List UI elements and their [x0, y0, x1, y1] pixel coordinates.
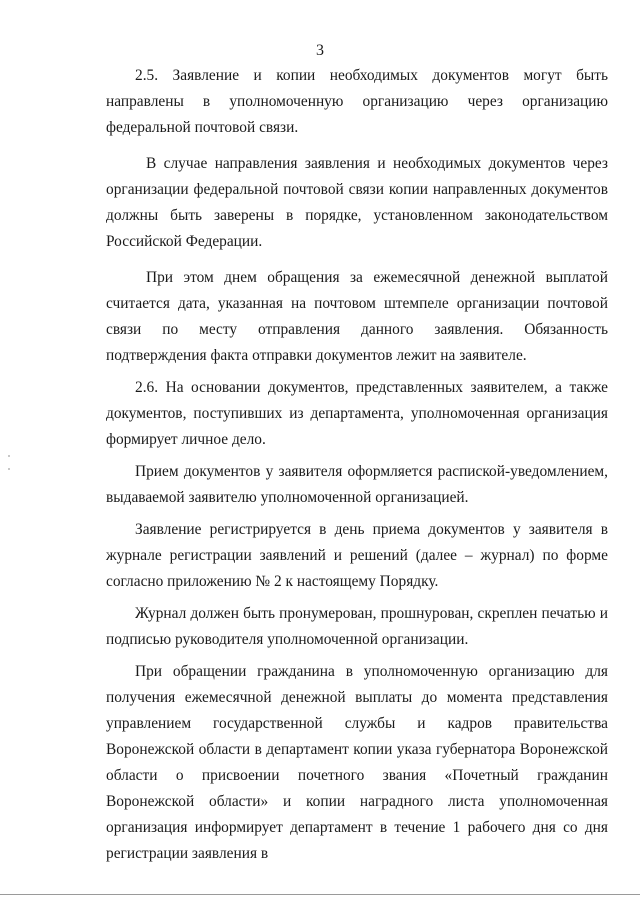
paragraph-date-of-application: При этом днем обращения за ежемесячной денежной выплатой считается дата, указанная на почтовом штемпеле организации почтовой связи по месту отправления данного заявления. Обязанность подтверждения факта отправки документов лежит на заявителе. — [106, 269, 608, 364]
paragraph-receipt: Прием документов у заявителя оформляется распиской-уведомлением, выдаваемой заявителю уполномоченной организацией. — [106, 463, 608, 506]
page-bottom-edge — [0, 894, 640, 895]
paragraph-honorary-citizen: При обращении гражданина в уполномоченную организацию для получения ежемесячной денежной выплаты до момента представления управлением государственной службы и кадров правительства Воронежской области в департамент копии указа губернатора Воронежской области о присвоении почетного звания «Почетный гражданин Воронежской области» и копии наградного листа уполномоченная организация информирует департамент в течение 1 рабочего дня со дня регистрации заявления в — [106, 663, 608, 862]
paragraph-2-6: 2.6. На основании документов, представленных заявителем, а также документов, поступивших из департамента, уполномоченная организация формирует личное дело. — [106, 379, 608, 448]
page-number: 3 — [316, 42, 324, 59]
paragraph-registration: Заявление регистрируется в день приема документов у заявителя в журнале регистрации заявлений и решений (далее – журнал) по форме согласно приложению № 2 к настоящему Порядку. — [106, 521, 608, 590]
scan-speck — [8, 455, 10, 457]
document-body — [106, 63, 608, 873]
paragraph-postal-certification: В случае направления заявления и необходимых документов через организации федеральной почтовой связи копии направленных документов должны быть заверены в порядке, установленном законодательством Российской Федерации. — [106, 155, 608, 250]
paragraph-2-5: 2.5. Заявление и копии необходимых документов могут быть направлены в уполномоченную организацию через организацию федеральной почтовой связи. — [106, 67, 608, 136]
paragraph-journal: Журнал должен быть пронумерован, прошнурован, скреплен печатью и подписью руководителя уполномоченной организации. — [106, 605, 608, 648]
scan-speck — [8, 468, 10, 470]
